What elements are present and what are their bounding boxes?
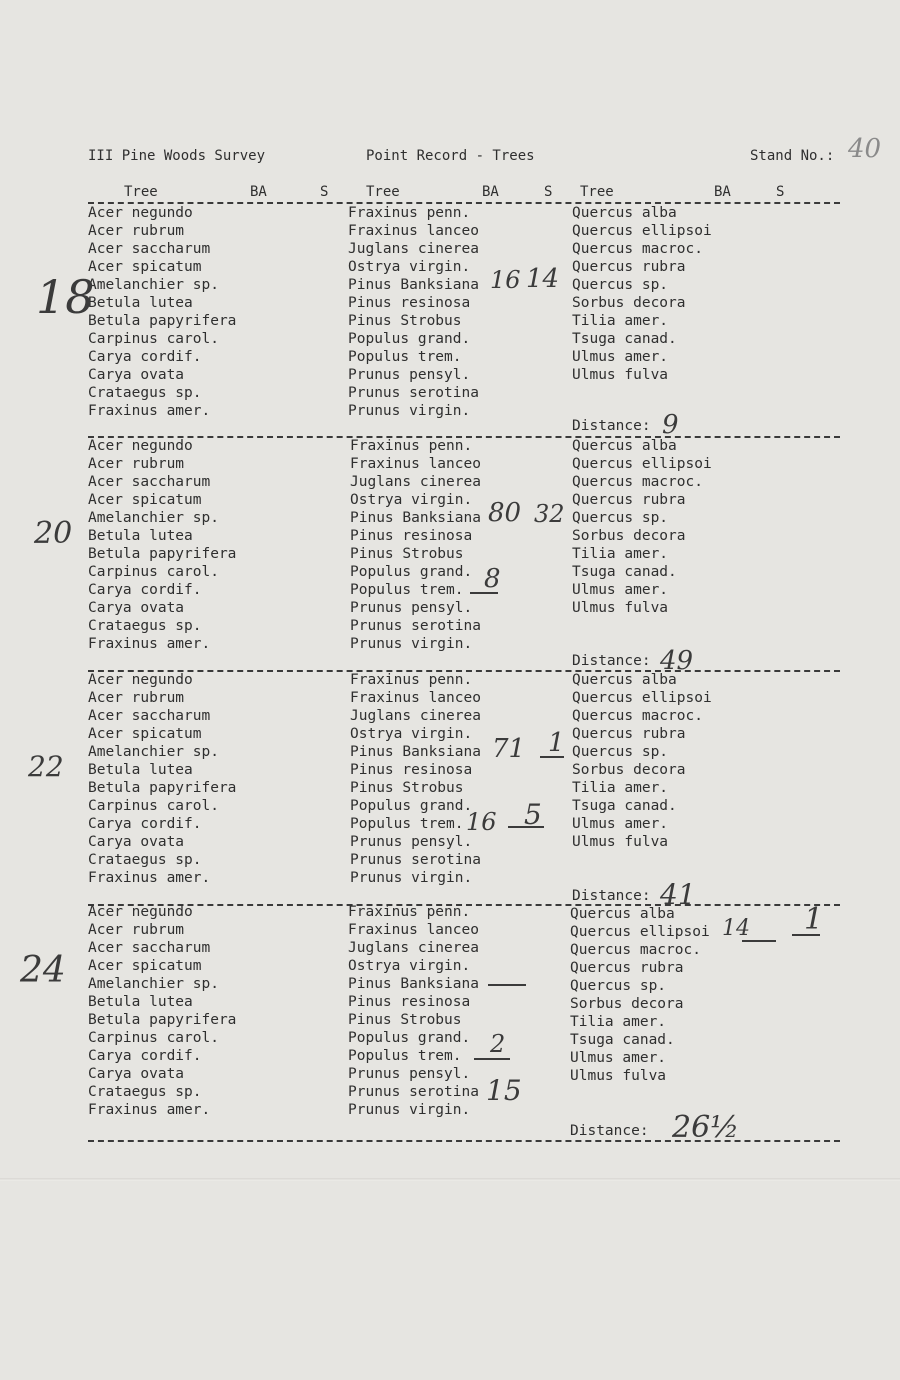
species-label: Fraxinus penn. bbox=[348, 904, 471, 920]
species-label: Acer rubrum bbox=[88, 922, 185, 938]
species-label: Quercus alba bbox=[572, 672, 677, 688]
col3-s-header: S bbox=[776, 184, 785, 200]
species-label: Tilia amer. bbox=[570, 1014, 667, 1030]
stand-number: 40 bbox=[848, 134, 882, 164]
species-label: Populus grand. bbox=[350, 564, 473, 580]
handwritten-ba: 8 bbox=[484, 564, 501, 594]
survey-title: III Pine Woods Survey bbox=[88, 148, 266, 164]
col1-tree-header: Tree bbox=[124, 184, 158, 200]
species-label: Carya cordif. bbox=[88, 349, 202, 365]
species-label: Crataegus sp. bbox=[88, 385, 202, 401]
species-label: Quercus sp. bbox=[572, 277, 669, 293]
species-label: Tilia amer. bbox=[572, 313, 669, 329]
handwritten-ba: 16 bbox=[466, 808, 497, 836]
species-label: Acer negundo bbox=[88, 904, 193, 920]
species-label: Tsuga canad. bbox=[572, 564, 677, 580]
species-label: Fraxinus lanceo bbox=[348, 922, 479, 938]
species-label: Prunus pensyl. bbox=[348, 1066, 471, 1082]
species-label: Acer saccharum bbox=[88, 241, 211, 257]
species-label: Prunus serotina bbox=[350, 852, 481, 868]
species-label: Acer rubrum bbox=[88, 456, 185, 472]
species-label: Sorbus decora bbox=[572, 528, 686, 544]
species-label: Ulmus amer. bbox=[570, 1050, 667, 1066]
species-label: Quercus alba bbox=[572, 438, 677, 454]
block1-col3 bbox=[572, 204, 712, 384]
species-label: Prunus pensyl. bbox=[350, 600, 473, 616]
species-label: Carya ovata bbox=[88, 1066, 185, 1082]
species-label: Carya ovata bbox=[88, 367, 185, 383]
species-label: Juglans cinerea bbox=[350, 474, 481, 490]
species-label: Tsuga canad. bbox=[572, 331, 677, 347]
species-label: Tilia amer. bbox=[572, 780, 669, 796]
distance-value: 9 bbox=[662, 410, 679, 440]
col3-tree-header: Tree bbox=[580, 184, 614, 200]
record-title: Point Record - Trees bbox=[366, 148, 535, 164]
species-label: Pinus Strobus bbox=[348, 1012, 462, 1028]
distance-label: Distance: bbox=[572, 888, 651, 904]
species-label: Acer spicatum bbox=[88, 958, 202, 974]
species-label: Acer rubrum bbox=[88, 223, 185, 239]
species-label: Fraxinus lanceo bbox=[350, 456, 481, 472]
species-label: Crataegus sp. bbox=[88, 618, 202, 634]
species-label: Betula papyrifera bbox=[88, 313, 237, 329]
species-label: Pinus Strobus bbox=[350, 546, 464, 562]
species-label: Fraxinus penn. bbox=[350, 438, 473, 454]
block4-col3 bbox=[570, 905, 710, 1085]
point-number: 22 bbox=[28, 750, 64, 783]
species-label: Populus trem. bbox=[348, 349, 462, 365]
block4-col2 bbox=[348, 903, 479, 1119]
col2-tree-header: Tree bbox=[366, 184, 400, 200]
species-label: Ostrya virgin. bbox=[348, 259, 471, 275]
block2-col2 bbox=[350, 437, 481, 653]
species-label: Pinus Strobus bbox=[350, 780, 464, 796]
species-label: Pinus resinosa bbox=[348, 295, 471, 311]
species-label: Fraxinus penn. bbox=[348, 205, 471, 221]
species-label: Quercus sp. bbox=[570, 978, 667, 994]
species-label: Fraxinus amer. bbox=[88, 636, 211, 652]
species-label: Ostrya virgin. bbox=[350, 492, 473, 508]
col1-ba-header: BA bbox=[250, 184, 267, 200]
species-label: Carya ovata bbox=[88, 600, 185, 616]
species-label: Pinus Strobus bbox=[348, 313, 462, 329]
species-label: Quercus rubra bbox=[570, 960, 684, 976]
species-label: Sorbus decora bbox=[570, 996, 684, 1012]
species-label: Prunus virgin. bbox=[348, 1102, 471, 1118]
tick-mark bbox=[792, 934, 820, 936]
species-label: Amelanchier sp. bbox=[88, 277, 219, 293]
species-label: Betula lutea bbox=[88, 994, 193, 1010]
handwritten-s: 5 bbox=[524, 798, 542, 831]
species-label: Tilia amer. bbox=[572, 546, 669, 562]
species-label: Betula papyrifera bbox=[88, 1012, 237, 1028]
species-label: Populus trem. bbox=[348, 1048, 462, 1064]
species-label: Acer negundo bbox=[88, 672, 193, 688]
tick-mark bbox=[470, 592, 498, 594]
species-label: Populus grand. bbox=[350, 798, 473, 814]
species-label: Prunus pensyl. bbox=[350, 834, 473, 850]
species-label: Carpinus carol. bbox=[88, 564, 219, 580]
distance-label: Distance: bbox=[570, 1123, 649, 1139]
tick-mark bbox=[474, 1058, 510, 1060]
handwritten-s: 1 bbox=[804, 902, 824, 937]
species-label: Prunus pensyl. bbox=[348, 367, 471, 383]
species-label: Sorbus decora bbox=[572, 295, 686, 311]
species-label: Betula lutea bbox=[88, 295, 193, 311]
point-number: 24 bbox=[20, 950, 66, 991]
species-label: Acer rubrum bbox=[88, 690, 185, 706]
species-label: Betula lutea bbox=[88, 528, 193, 544]
species-label: Ulmus amer. bbox=[572, 816, 669, 832]
species-label: Ulmus fulva bbox=[572, 367, 669, 383]
handwritten-s: 15 bbox=[486, 1074, 522, 1107]
species-label: Ulmus amer. bbox=[572, 582, 669, 598]
species-label: Quercus ellipsoi bbox=[572, 223, 712, 239]
species-label: Quercus macroc. bbox=[570, 942, 701, 958]
point-number: 20 bbox=[34, 516, 73, 551]
block1-col2 bbox=[348, 204, 479, 420]
species-label: Quercus rubra bbox=[572, 492, 686, 508]
col2-ba-header: BA bbox=[482, 184, 499, 200]
species-label: Amelanchier sp. bbox=[88, 744, 219, 760]
species-label: Populus grand. bbox=[348, 331, 471, 347]
species-label: Ulmus fulva bbox=[572, 834, 669, 850]
species-label: Juglans cinerea bbox=[350, 708, 481, 724]
species-label: Quercus rubra bbox=[572, 726, 686, 742]
species-label: Carya cordif. bbox=[88, 1048, 202, 1064]
species-label: Fraxinus amer. bbox=[88, 1102, 211, 1118]
block1-col1 bbox=[88, 204, 236, 420]
col3-ba-header: BA bbox=[714, 184, 731, 200]
handwritten-s: 14 bbox=[526, 264, 560, 294]
species-label: Prunus virgin. bbox=[350, 870, 473, 886]
species-label: Acer saccharum bbox=[88, 940, 211, 956]
species-label: Quercus alba bbox=[570, 906, 675, 922]
species-label: Populus trem. bbox=[350, 582, 464, 598]
species-label: Quercus macroc. bbox=[572, 241, 703, 257]
col1-s-header: S bbox=[320, 184, 329, 200]
species-label: Quercus ellipsoi bbox=[572, 456, 712, 472]
species-label: Acer spicatum bbox=[88, 492, 202, 508]
distance-value: 49 bbox=[660, 646, 694, 676]
species-label: Ulmus fulva bbox=[570, 1068, 667, 1084]
species-label: Quercus rubra bbox=[572, 259, 686, 275]
distance-value: 26½ bbox=[672, 1110, 740, 1145]
species-label: Carya ovata bbox=[88, 834, 185, 850]
species-label: Carpinus carol. bbox=[88, 331, 219, 347]
distance-value: 41 bbox=[660, 878, 696, 911]
species-label: Quercus ellipsoi bbox=[570, 924, 710, 940]
species-label: Betula lutea bbox=[88, 762, 193, 778]
paper-fold bbox=[0, 1178, 900, 1181]
species-label: Quercus sp. bbox=[572, 510, 669, 526]
species-label: Acer negundo bbox=[88, 205, 193, 221]
species-label: Sorbus decora bbox=[572, 762, 686, 778]
species-label: Prunus virgin. bbox=[348, 403, 471, 419]
stand-label: Stand No.: bbox=[750, 148, 835, 164]
species-label: Prunus virgin. bbox=[350, 636, 473, 652]
species-label: Carya cordif. bbox=[88, 816, 202, 832]
species-label: Prunus serotina bbox=[350, 618, 481, 634]
species-label: Tsuga canad. bbox=[570, 1032, 675, 1048]
footer-divider bbox=[88, 1140, 840, 1142]
species-label: Carpinus carol. bbox=[88, 1030, 219, 1046]
species-label: Acer spicatum bbox=[88, 259, 202, 275]
distance-label: Distance: bbox=[572, 653, 651, 669]
handwritten-ba: 71 bbox=[492, 734, 526, 764]
species-label: Fraxinus amer. bbox=[88, 403, 211, 419]
species-label: Betula papyrifera bbox=[88, 546, 237, 562]
tick-mark bbox=[540, 756, 564, 758]
point-number: 18 bbox=[36, 270, 95, 324]
species-label: Pinus Banksiana bbox=[350, 510, 481, 526]
tick-mark bbox=[508, 826, 544, 828]
species-label: Pinus Banksiana bbox=[350, 744, 481, 760]
handwritten-s: 32 bbox=[534, 500, 565, 528]
species-label: Fraxinus lanceo bbox=[350, 690, 481, 706]
species-label: Quercus macroc. bbox=[572, 708, 703, 724]
distance-label: Distance: bbox=[572, 418, 651, 434]
species-label: Fraxinus lanceo bbox=[348, 223, 479, 239]
handwritten-s: 1 bbox=[548, 728, 565, 758]
block4-col1 bbox=[88, 903, 236, 1119]
species-label: Populus trem. bbox=[350, 816, 464, 832]
col2-s-header: S bbox=[544, 184, 553, 200]
species-label: Fraxinus penn. bbox=[350, 672, 473, 688]
species-label: Juglans cinerea bbox=[348, 241, 479, 257]
species-label: Pinus Banksiana bbox=[348, 976, 479, 992]
handwritten-ba: 16 bbox=[490, 266, 521, 294]
species-label: Juglans cinerea bbox=[348, 940, 479, 956]
block2-col3 bbox=[572, 437, 712, 617]
tick-mark bbox=[488, 984, 526, 986]
species-label: Prunus serotina bbox=[348, 1084, 479, 1100]
species-label: Acer saccharum bbox=[88, 474, 211, 490]
species-label: Ostrya virgin. bbox=[348, 958, 471, 974]
species-label: Carpinus carol. bbox=[88, 798, 219, 814]
species-label: Amelanchier sp. bbox=[88, 510, 219, 526]
handwritten-ba: 14 bbox=[722, 916, 750, 941]
species-label: Prunus serotina bbox=[348, 385, 479, 401]
species-label: Acer negundo bbox=[88, 438, 193, 454]
block3-col2 bbox=[350, 671, 481, 887]
tick-mark bbox=[742, 940, 776, 942]
species-label: Acer spicatum bbox=[88, 726, 202, 742]
species-label: Quercus macroc. bbox=[572, 474, 703, 490]
species-label: Quercus sp. bbox=[572, 744, 669, 760]
handwritten-s: 2 bbox=[490, 1030, 506, 1058]
species-label: Pinus resinosa bbox=[350, 528, 473, 544]
species-label: Ulmus amer. bbox=[572, 349, 669, 365]
species-label: Fraxinus amer. bbox=[88, 870, 211, 886]
species-label: Populus grand. bbox=[348, 1030, 471, 1046]
block3-col3 bbox=[572, 671, 712, 851]
species-label: Betula papyrifera bbox=[88, 780, 237, 796]
species-label: Quercus alba bbox=[572, 205, 677, 221]
species-label: Pinus resinosa bbox=[350, 762, 473, 778]
species-label: Crataegus sp. bbox=[88, 1084, 202, 1100]
species-label: Pinus Banksiana bbox=[348, 277, 479, 293]
block2-col1 bbox=[88, 437, 236, 653]
species-label: Crataegus sp. bbox=[88, 852, 202, 868]
species-label: Tsuga canad. bbox=[572, 798, 677, 814]
handwritten-ba: 80 bbox=[488, 498, 522, 528]
species-label: Carya cordif. bbox=[88, 582, 202, 598]
species-label: Acer saccharum bbox=[88, 708, 211, 724]
species-label: Amelanchier sp. bbox=[88, 976, 219, 992]
block3-col1 bbox=[88, 671, 236, 887]
species-label: Quercus ellipsoi bbox=[572, 690, 712, 706]
species-label: Ostrya virgin. bbox=[350, 726, 473, 742]
species-label: Ulmus fulva bbox=[572, 600, 669, 616]
species-label: Pinus resinosa bbox=[348, 994, 471, 1010]
